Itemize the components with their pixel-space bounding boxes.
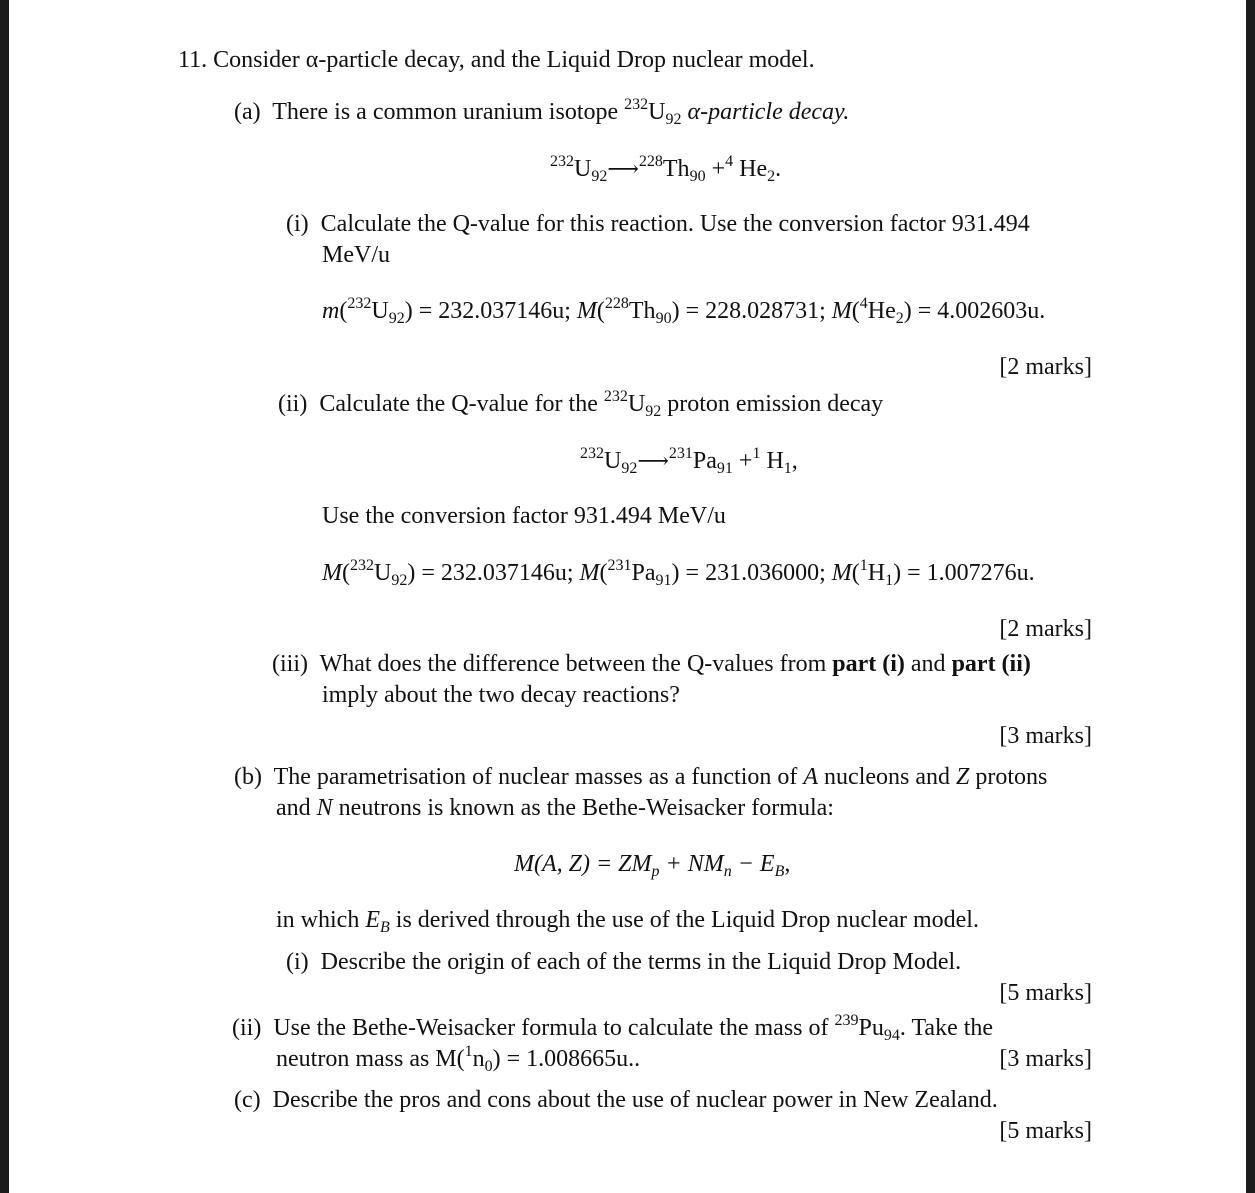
question-header: [178, 45, 815, 75]
right-border: [1246, 0, 1255, 1193]
masses-alpha: $m(^{232}U_{92}) = 232.037146u$; $M(^{228}Th_{90}) = 228.028731$; $M(^4He_2) = 4.002603u$.: [322, 295, 1046, 327]
m1-sym: U: [371, 298, 389, 324]
marks-c: [5 marks]: [999, 1118, 1092, 1144]
pm1-z: 92: [391, 572, 408, 589]
part-a-intro: [234, 97, 849, 127]
f-p: p: [651, 863, 660, 880]
n-mass: 1: [464, 1043, 473, 1060]
question-number: 11.: [178, 47, 208, 73]
b-after-pre: in which: [276, 907, 360, 933]
iii-mid: and: [910, 651, 946, 677]
m3-label: M: [831, 298, 852, 324]
m3-mass: 4: [859, 295, 868, 312]
pm1-label: M: [322, 560, 342, 586]
pm1-val: = 232.037146u;: [421, 560, 580, 586]
b-line1-post: protons: [975, 764, 1048, 790]
part-a-ii-line1: [278, 389, 883, 419]
f-lhs: M(A, Z) = ZM: [514, 851, 652, 877]
pm2-label: M: [579, 560, 600, 586]
b-ii-text: Use the Bethe-Weisacker formula to calculate the mass of: [273, 1015, 829, 1041]
part-b-i-label: (i): [286, 949, 309, 975]
pm2-z: 91: [655, 572, 672, 589]
rp-end: ,: [791, 448, 798, 474]
part-a-label: (a): [234, 99, 261, 125]
r-p2-sym: He: [739, 156, 768, 182]
pm3-val: = 1.007276u.: [907, 560, 1035, 586]
isotope-symbol: U: [648, 99, 666, 125]
rp-p2-mass: 1: [752, 445, 761, 462]
r-lhs-z: 92: [591, 168, 608, 185]
n-z: 0: [484, 1058, 493, 1075]
rp-p1-mass: 231: [668, 445, 693, 462]
m1-z: 92: [388, 310, 405, 327]
reaction-alpha: [550, 154, 781, 185]
part-b-i-text: Describe the origin of each of the terms in the Liquid Drop Model.: [320, 949, 962, 975]
rp-lhs-sym: U: [604, 448, 622, 474]
part-b-line2: [276, 793, 834, 823]
b-line2-pre: and: [276, 795, 311, 821]
marks-a-i: [2 marks]: [999, 354, 1092, 380]
f-minus: − E: [731, 851, 775, 877]
rp-lhs-z: 92: [621, 460, 638, 477]
m2-sym: Th: [628, 298, 656, 324]
b-A: A: [803, 764, 819, 790]
part-a-i-label: (i): [286, 211, 309, 237]
pm3-label: M: [831, 560, 852, 586]
rp-p1-z: 91: [716, 460, 733, 477]
b-line1-pre: The parametrisation of nuclear masses as a function of: [273, 764, 798, 790]
marks-b-ii: [3 marks]: [999, 1046, 1092, 1072]
marks-a-ii: [2 marks]: [999, 616, 1092, 642]
m2-mass: 228: [604, 295, 629, 312]
rp-p1-sym: Pa: [692, 448, 717, 474]
part-b-label: (b): [234, 764, 262, 790]
isotope-mass: 232: [624, 96, 649, 113]
pm3-z: 1: [885, 572, 894, 589]
pm3-sym: H: [867, 560, 886, 586]
pu-mass: 239: [834, 1012, 859, 1029]
r-p1-z: 90: [689, 168, 706, 185]
part-a-iii-line2: imply about the two decay reactions?: [322, 682, 680, 708]
arrow-icon: ⟶: [607, 157, 639, 182]
isotope-z: 92: [665, 111, 682, 128]
rp-lhs-mass: 232: [580, 445, 604, 462]
part-a-iii-line1: [272, 649, 1031, 679]
marks-a-iii: [3 marks]: [999, 723, 1092, 749]
iii-bold2: part (ii): [951, 651, 1031, 677]
b-line1-mid: nucleons and: [824, 764, 951, 790]
b-ii-post: . Take the: [899, 1015, 994, 1041]
part-a-iii-label: (iii): [272, 651, 308, 677]
pm3-mass: 1: [859, 557, 868, 574]
r-lhs-mass: 232: [550, 153, 574, 170]
m3-val: = 4.002603u.: [917, 298, 1046, 324]
part-b-ii-line2: [276, 1044, 640, 1074]
part-b-ii-label: (ii): [232, 1015, 262, 1041]
f-mid: + NM: [659, 851, 724, 877]
rp-plus: +: [738, 448, 753, 474]
m3-sym: He: [867, 298, 896, 324]
r-p1-mass: 228: [638, 153, 663, 170]
masses-proton: $M(^{232}U_{92}) = 232.037146u$; $M(^{231}Pa_{91}) = 231.036000$; $M(^1H_1) = 1.007276u$.: [322, 557, 1035, 589]
conversion-factor-ii: Use the conversion factor 931.494 MeV/u: [322, 503, 726, 529]
b-Z: Z: [956, 764, 970, 790]
m3-z: 2: [895, 310, 904, 327]
question-intro: Consider α-particle decay, and the Liquid Drop nuclear model.: [213, 47, 815, 73]
f-n: n: [723, 863, 732, 880]
part-b-ii-line1: [232, 1013, 993, 1043]
r-p1-sym: Th: [662, 156, 690, 182]
part-a-text: There is a common uranium isotope: [272, 99, 619, 125]
b-E: E: [365, 907, 380, 933]
ii-iso-z: 92: [645, 403, 662, 420]
part-a-i-line1: [286, 209, 1030, 239]
b-ii-line2-post: ) = 1.008665u..: [492, 1046, 641, 1072]
b-after-post: is derived through the use of the Liquid Drop nuclear model.: [395, 907, 979, 933]
m2-val: = 228.028731;: [685, 298, 832, 324]
part-b-after: [276, 905, 979, 935]
m2-label: M: [576, 298, 597, 324]
pm1-sym: U: [374, 560, 392, 586]
b-Bsub: B: [380, 919, 390, 936]
m1-mass: 232: [347, 295, 372, 312]
r-lhs-sym: U: [574, 156, 592, 182]
pu-z: 94: [883, 1027, 900, 1044]
bethe-weisacker-formula: [514, 849, 790, 879]
reaction-proton: [580, 446, 798, 477]
iii-bold1: part (i): [832, 651, 905, 677]
left-border: [0, 0, 9, 1193]
r-p2-z: 2: [767, 168, 776, 185]
ii-iso-mass: 232: [603, 388, 628, 405]
pu-sym: Pu: [858, 1015, 884, 1041]
part-a-ii-label: (ii): [278, 391, 308, 417]
pm2-sym: Pa: [631, 560, 656, 586]
f-end: ,: [784, 851, 791, 877]
m1-label: m: [322, 298, 340, 324]
rp-p2-z: 1: [783, 460, 792, 477]
m2-z: 90: [655, 310, 672, 327]
rp-p2-sym: H: [766, 448, 784, 474]
arrow-icon: ⟶: [637, 449, 669, 474]
m1-val: = 232.037146u;: [418, 298, 577, 324]
pm2-val: = 231.036000;: [685, 560, 832, 586]
part-a-i-text: Calculate the Q-value for this reaction. Use the conversion factor 931.494: [320, 211, 1030, 237]
r-p2-mass: 4: [725, 153, 734, 170]
pm1-mass: 232: [350, 557, 374, 574]
marks-b-i: [5 marks]: [999, 980, 1092, 1006]
part-b-i: [286, 947, 961, 977]
n-sym: n: [472, 1046, 485, 1072]
pm2-mass: 231: [607, 557, 632, 574]
r-end: .: [775, 156, 782, 182]
part-c-label: (c): [234, 1087, 261, 1113]
b-N: N: [316, 795, 333, 821]
f-B: B: [774, 863, 785, 880]
b-line2-post: neutrons is known as the Bethe-Weisacker formula:: [338, 795, 834, 821]
part-c-text: Describe the pros and cons about the use of nuclear power in New Zealand.: [272, 1087, 998, 1113]
part-a-ii-text-post: proton emission decay: [667, 391, 884, 417]
part-b-line1: [234, 762, 1047, 792]
r-plus: +: [711, 156, 726, 182]
ii-iso-sym: U: [627, 391, 646, 417]
b-ii-line2-pre: neutron mass as M(: [276, 1046, 465, 1072]
part-a-text-post: α-particle decay.: [687, 99, 850, 125]
iii-text: What does the difference between the Q-values from: [319, 651, 827, 677]
part-c: [234, 1085, 998, 1115]
part-a-ii-text: Calculate the Q-value for the: [319, 391, 598, 417]
part-a-i-line2: MeV/u: [322, 242, 390, 268]
